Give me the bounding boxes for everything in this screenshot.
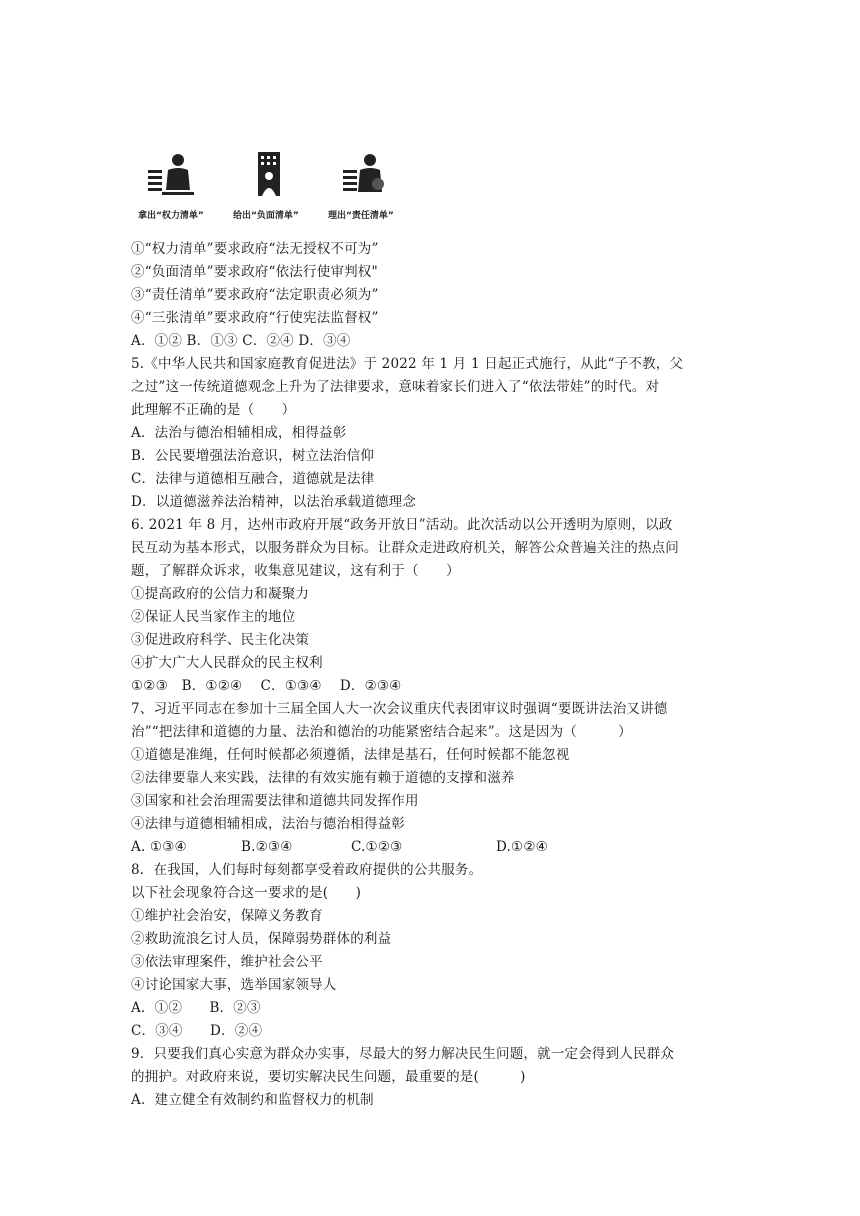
q6-item-4: ④扩大广大人民群众的民主权利: [131, 655, 323, 671]
q7-stem-1: 7、习近平同志在参加十三届全国人大一次会议重庆代表团审议时强调“要既讲法治又讲德: [131, 701, 668, 717]
q5-stem-2: 之过”这一传统道德观念上升为了法律要求，意味着家长们进入了“依法带娃”的时代。对: [131, 379, 660, 395]
question-content: [131, 238, 741, 1112]
q8-item-3: ③依法审理案件，维护社会公平: [131, 954, 323, 970]
q7-option-a: A. ①③④: [131, 839, 187, 855]
figure-caption-1: 拿出“权力清单”: [138, 211, 204, 221]
q7-item-4: ④法律与道德相辅相成，法治与德治相得益彰: [131, 816, 405, 832]
figure-caption-3: 理出“责任清单”: [328, 211, 394, 221]
q8-stem-2: 以下社会现象符合这一要求的是( ): [131, 885, 362, 901]
q9-option-a: A．建立健全有效制约和监督权力的机制: [131, 1092, 374, 1108]
q4-item-1: ①“权力清单”要求政府“法无授权不可为”: [131, 241, 379, 257]
q9-stem-1: 9．只要我们真心实意为群众办实事，尽最大的努力解决民生问题，就一定会得到人民群众: [131, 1046, 675, 1062]
q8-stem-1: 8．在我国，人们每时每刻都享受着政府提供的公共服务。: [131, 862, 483, 878]
q5-stem-1: 5.《中华人民共和国家庭教育促进法》于 2022 年 1 月 1 日起正式施行，从此“子不教，父: [131, 356, 684, 372]
q7-option-c: C.①②③: [351, 839, 403, 855]
q6-item-2: ②保证人民当家作主的地位: [131, 609, 296, 625]
q5-option-d: D．以道德滋养法治精神，以法治承载道德理念: [131, 494, 417, 510]
q4-item-3: ③“责任清单”要求政府“法定职责必须为”: [131, 287, 379, 303]
q8-item-1: ①维护社会治安，保障义务教育: [131, 908, 323, 924]
three-lists-illustration-icon: [138, 148, 408, 208]
q6-stem-1: 6. 2021 年 8 月，达州市政府开展“政务开放日”活动。此次活动以公开透明为原则，以政: [131, 517, 673, 533]
q4-item-4: ④“三张清单”要求政府“行使宪法监督权”: [131, 310, 379, 326]
q9-stem-2: 的拥护。对政府来说，要切实解决民生问题，最重要的是( ): [131, 1069, 526, 1085]
q6-stem-2: 民互动为基本形式，以服务群众为目标。让群众走进政府机关，解答公众普遍关注的热点问: [131, 540, 679, 556]
q7-option-b: B.②③④: [241, 839, 293, 855]
q8-options-2: C．③④ D．②④: [131, 1023, 263, 1039]
q4-options: A．①② B．①③ C．②④ D．③④: [131, 333, 351, 349]
three-lists-figure: [138, 148, 408, 228]
q5-option-b: B．公民要增强法治意识，树立法治信仰: [131, 448, 375, 464]
q8-options-1: A．①② B．②③: [131, 1000, 261, 1016]
q7-option-d: D.①②④: [496, 839, 548, 855]
q7-options: [131, 836, 741, 859]
q7-stem-2: 治”“把法律和道德的力量、法治和德治的功能紧密结合起来”。这是因为（ ）: [131, 724, 632, 740]
q7-item-1: ①道德是准绳，任何时候都必须遵循，法律是基石，任何时候都不能忽视: [131, 747, 570, 763]
q5-option-c: C．法律与道德相互融合，道德就是法律: [131, 471, 375, 487]
q5-stem-3: 此理解不正确的是（ ）: [131, 402, 296, 418]
q5-option-a: A．法治与德治相辅相成，相得益彰: [131, 425, 347, 441]
q7-item-3: ③国家和社会治理需要法律和道德共同发挥作用: [131, 793, 419, 809]
q6-options: ①②③ B．①②④ C．①③④ D．②③④: [131, 678, 402, 694]
q8-item-2: ②救助流浪乞讨人员，保障弱势群体的利益: [131, 931, 392, 947]
q6-item-3: ③促进政府科学、民主化决策: [131, 632, 310, 648]
q6-item-1: ①提高政府的公信力和凝聚力: [131, 586, 310, 602]
figure-caption-2: 给出“负面清单”: [233, 211, 299, 221]
q7-item-2: ②法律要靠人来实践，法律的有效实施有赖于道德的支撑和滋养: [131, 770, 515, 786]
q6-stem-3: 题，了解群众诉求，收集意见建议，这有利于（ ）: [131, 563, 460, 579]
q8-item-4: ④讨论国家大事，选举国家领导人: [131, 977, 337, 993]
q4-item-2: ②“负面清单”要求政府“依法行使审判权": [131, 264, 378, 280]
